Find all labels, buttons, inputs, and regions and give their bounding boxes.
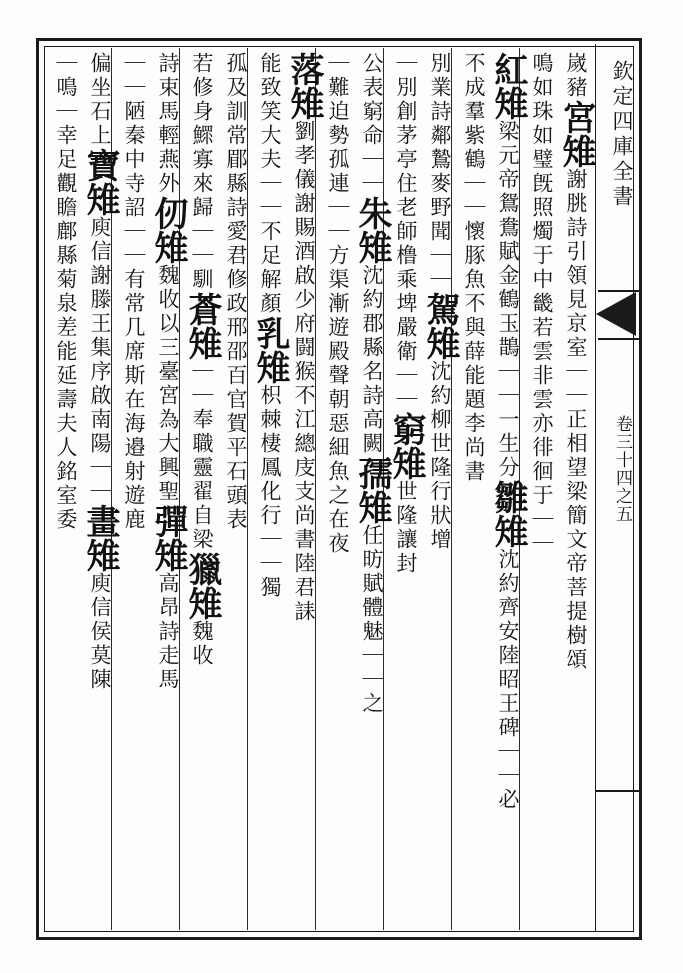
headword: 寶雉: [80, 148, 120, 216]
text-segment: 幸足觀瞻鄜縣菊泉差能延壽: [54, 124, 78, 412]
headword: 畫雉: [80, 504, 120, 572]
fish-tail-icon: [596, 292, 636, 336]
text-segment: 海邉射遊鹿: [122, 412, 146, 532]
text-segment: 聲朝惡細魚之在夜: [326, 364, 350, 556]
text-segment: 詩束馬輕燕外: [156, 52, 180, 196]
text-column: [216, 52, 256, 922]
text-segment: 邢邵百官賀平石頭表: [224, 316, 248, 532]
text-segment: 庾信侯莫陳: [88, 572, 112, 692]
text-column: [182, 52, 222, 922]
text-segment: 高昂詩走馬: [156, 572, 180, 692]
text-segment: 梁元帝鴛鴦賦金鶴玉鵲｜｜一生分: [496, 120, 520, 480]
text-segment: 魏收以三臺宮為大興聖: [156, 264, 180, 504]
text-segment: 別業詩鄰鷙麥野聞｜｜: [428, 52, 452, 292]
text-segment: ｜別創茅亭住老師: [394, 52, 418, 244]
juan-label: 卷三十四之五: [612, 415, 632, 523]
text-segment: 嵗豬: [564, 52, 588, 100]
headword: 駕雉: [420, 292, 460, 360]
text-segment: 江總庋支尚書陸君誄: [292, 408, 316, 624]
text-segment: 孤及訓常郿縣詩愛君修政: [224, 52, 248, 316]
text-segment: 謝朓詩引領見京室｜｜正相望梁簡文帝菩提樹頌: [564, 168, 588, 672]
text-segment: ｜｜奉職靈翟自梁: [190, 360, 214, 552]
text-segment: 橹乘埤嚴衛｜｜: [394, 244, 418, 412]
text-column: [250, 52, 290, 922]
text-column: [556, 52, 596, 922]
margin-rule-mid: [598, 338, 640, 340]
text-segment: 偏坐石上: [88, 52, 112, 148]
headword: 窮雉: [386, 412, 426, 480]
text-segment: 如珠如璧旣照燭于中畿若雲非雲亦徘徊于｜｜: [530, 76, 554, 556]
text-column: [80, 52, 120, 922]
text-segment: 公表窮命｜｜: [360, 52, 384, 196]
text-segment: ｜難迫勢孤: [326, 52, 350, 172]
text-column: [46, 52, 86, 922]
text-column: [488, 52, 528, 922]
text-column: [148, 52, 188, 922]
headword: 紅雉: [488, 52, 528, 120]
text-column: [454, 52, 494, 922]
text-column: [420, 52, 460, 922]
margin-rule-bottom: [596, 790, 640, 792]
text-segment: 連｜｜方渠漸遊殿: [326, 172, 350, 364]
headword: 落雉: [284, 52, 324, 120]
headword: 乳雉: [250, 316, 290, 384]
text-segment: 沈約郡縣名詩高闕: [360, 264, 384, 456]
headword: 仞雉: [148, 196, 188, 264]
text-segment: ｜鳴｜: [54, 52, 78, 124]
headword: 雛雉: [488, 480, 528, 548]
headword: 孺雉: [352, 456, 392, 524]
book-title: 欽定四庫全書: [610, 60, 634, 210]
text-column: [352, 52, 392, 922]
text-column: [114, 52, 154, 922]
headword: 宮雉: [556, 100, 596, 168]
text-segment: 沈約齊安陸昭王碑｜｜必: [496, 548, 520, 812]
headword: 朱雉: [352, 196, 392, 264]
text-segment: 夫人銘室委: [54, 412, 78, 532]
text-segment: 鳴: [530, 52, 554, 76]
text-segment: 沈約柳世隆行狀增: [428, 360, 452, 552]
text-segment: 不成羣紫鶴｜｜: [462, 52, 486, 220]
text-segment: 懷豚魚不與薛能題李尚書: [462, 220, 486, 484]
headword: 彈雉: [148, 504, 188, 572]
text-segment: 枳棘棲鳳化行｜｜獨: [258, 384, 282, 600]
headword: 獵雉: [182, 552, 222, 620]
text-segment: 能致笑大夫｜｜不足解顏: [258, 52, 282, 316]
text-column: [284, 52, 324, 922]
text-column: [386, 52, 426, 922]
text-segment: 劉孝儀謝賜酒啟少府闘猴不: [292, 120, 316, 408]
text-segment: 任昉賦體魅｜｜之: [360, 524, 384, 716]
text-segment: ｜｜陋秦中: [122, 52, 146, 172]
text-column: [318, 52, 358, 922]
text-segment: 庾信謝滕王集序啟南陽｜｜: [88, 216, 112, 504]
text-column: [522, 52, 562, 922]
text-segment: 魏收: [190, 620, 214, 668]
text-segment: 若修身鰥寡來歸｜｜馴: [190, 52, 214, 292]
headword: 蒼雉: [182, 292, 222, 360]
text-segment: 世隆讓封: [394, 480, 418, 576]
text-segment: 寺詔｜｜有常几席斯在: [122, 172, 146, 412]
